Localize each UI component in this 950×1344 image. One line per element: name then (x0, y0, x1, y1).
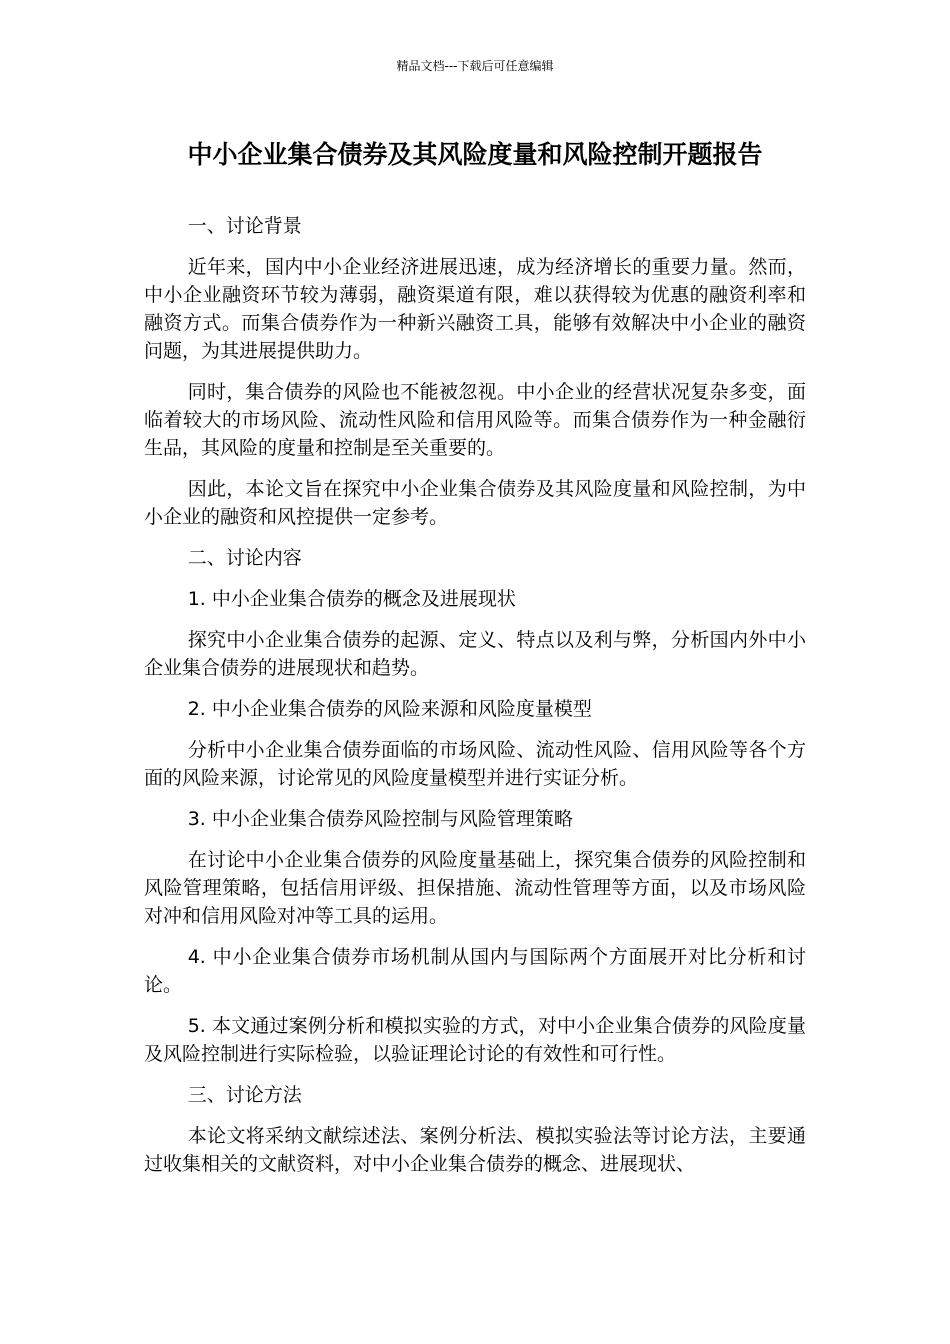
item-4: 4. 中小企业集合债券市场机制从国内与国际两个方面展开对比分析和讨论。 (144, 946, 806, 996)
paragraph-content-3: 在讨论中小企业集合债券的风险度量基础上，探究集合债券的风险控制和风险管理策略，包括信用评级、担保措施、流动性管理等方面，以及市场风险对冲和信用风险对冲等工具的运用。 (144, 849, 806, 927)
subheading-2: 2. 中小企业集合债券的风险来源和风险度量模型 (187, 698, 592, 720)
paragraph-content-2: 分析中小企业集合债券面临的市场风险、流动性风险、信用风险等各个方面的风险来源，讨论常见的风险度量模型并进行实证分析。 (144, 739, 806, 789)
paragraph-method-1: 本论文将采纳文献综述法、案例分析法、模拟实验法等讨论方法，主要通过收集相关的文献资料，对中小企业集合债券的概念、进展现状、 (144, 1125, 806, 1175)
page-header: 精品文档---下载后可任意编辑 (396, 59, 554, 73)
paragraph-content-1: 探究中小企业集合债券的起源、定义、特点以及利与弊，分析国内外中小企业集合债券的进展现状和趋势。 (144, 629, 806, 679)
section-heading-method: 三、讨论方法 (187, 1084, 302, 1106)
item-5: 5. 本文通过案例分析和模拟实验的方式，对中小企业集合债券的风险度量及风险控制进行实际检验，以验证理论讨论的有效性和可行性。 (144, 1015, 806, 1065)
subheading-1: 1. 中小企业集合债券的概念及进展现状 (187, 588, 516, 610)
paragraph-background-1: 近年来，国内中小企业经济进展迅速，成为经济增长的重要力量。然而，中小企业融资环节较为薄弱，融资渠道有限，难以获得较为优惠的融资利率和融资方式。而集合债券作为一种新兴融资工具，能够有效解决中小企业的融资问题，为其进展提供助力。 (144, 256, 806, 362)
section-heading-background: 一、讨论背景 (187, 215, 302, 237)
paragraph-background-2: 同时，集合债券的风险也不能被忽视。中小企业的经营状况复杂多变，面临着较大的市场风险、流动性风险和信用风险等。而集合债券作为一种金融衍生品，其风险的度量和控制是至关重要的。 (144, 381, 806, 459)
document-title: 中小企业集合债券及其风险度量和风险控制开题报告 (187, 140, 763, 169)
section-heading-content: 二、讨论内容 (187, 547, 302, 569)
paragraph-background-3: 因此，本论文旨在探究中小企业集合债券及其风险度量和风险控制，为中小企业的融资和风控提供一定参考。 (144, 478, 806, 528)
document-body (144, 212, 806, 1191)
subheading-3: 3. 中小企业集合债券风险控制与风险管理策略 (187, 808, 573, 830)
